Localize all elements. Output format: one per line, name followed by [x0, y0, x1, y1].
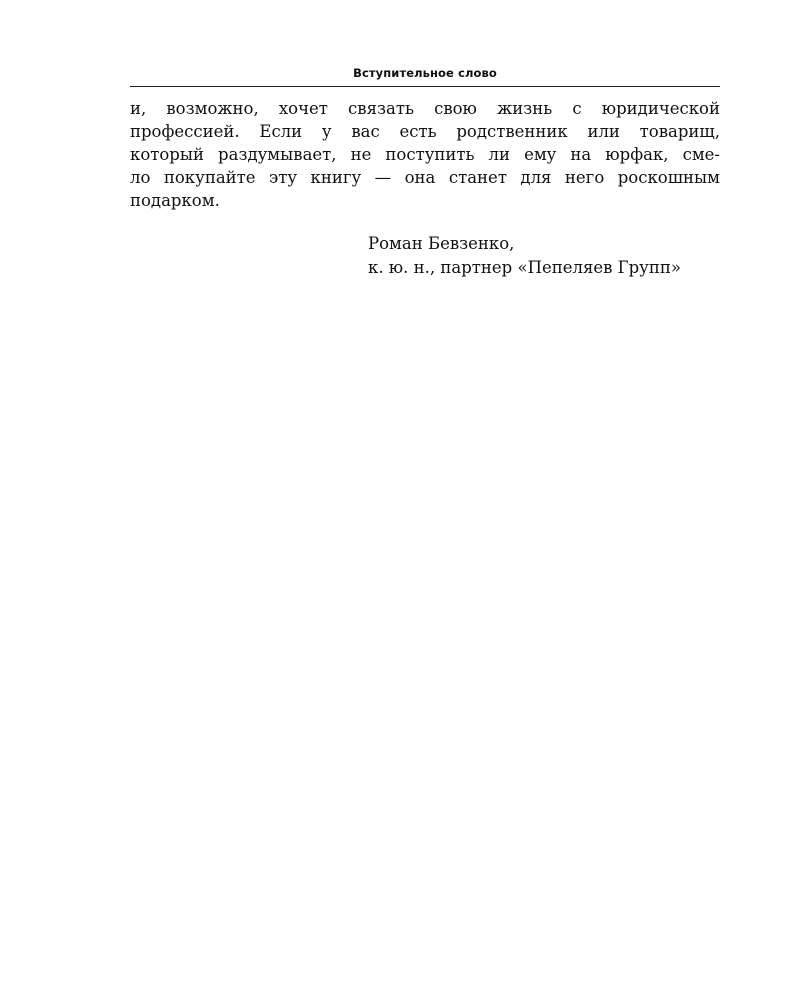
- signature-block: [368, 232, 681, 280]
- body-line: профессией. Если у вас есть родственник или товарищ,: [130, 122, 720, 141]
- body-paragraph: [130, 97, 720, 212]
- body-line: который раздумывает, не поступить ли ему на юрфак, сме-: [130, 145, 720, 164]
- header-rule: [130, 86, 720, 87]
- signature-name: Роман Бевзенко,: [368, 234, 515, 253]
- body-line: и, возможно, хочет связать свою жизнь с юридической: [130, 99, 720, 118]
- body-line: подарком.: [130, 191, 220, 210]
- body-line: ло покупайте эту книгу — она станет для него роскошным: [130, 168, 720, 187]
- signature-title: к. ю. н., партнер «Пепеляев Групп»: [368, 258, 681, 277]
- running-head: Вступительное слово: [353, 66, 497, 80]
